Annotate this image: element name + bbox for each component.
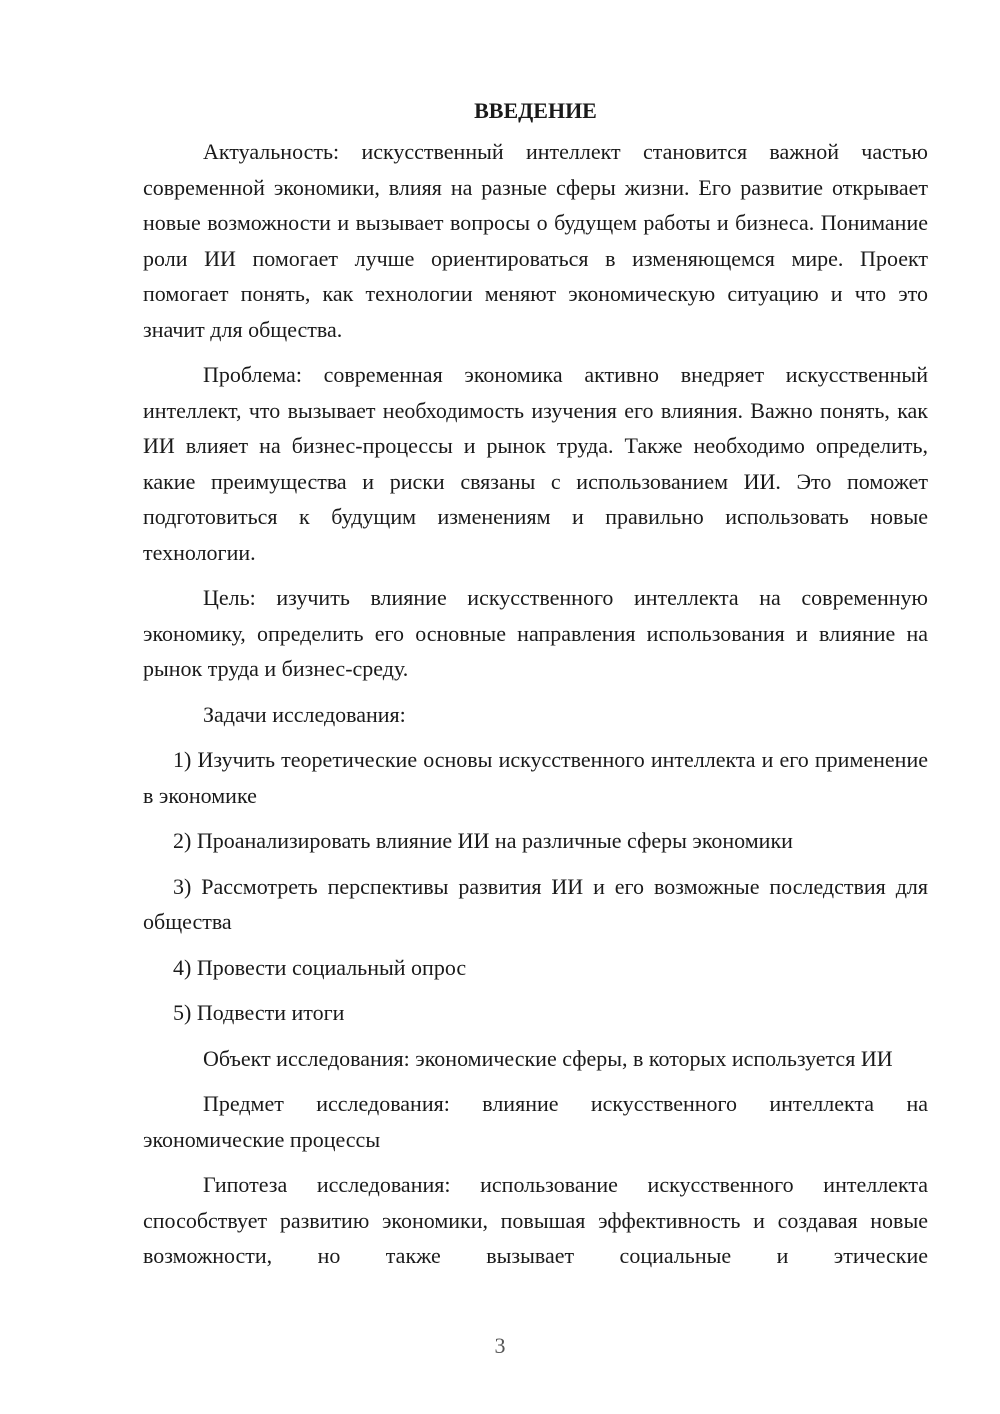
task-item-1: 1) Изучить теоретические основы искусственного интеллекта и его применение в экономике xyxy=(143,747,928,808)
problem-paragraph: Проблема: современная экономика активно внедряет искусственный интеллект, что вызывает необходимость изучения его влияния. Важно понять, как ИИ влияет на бизнес-процессы и рынок труда. Также необходимо определить, какие преимущества и риски связаны с использованием ИИ. Это поможет подготовиться к будущим изменениям и правильно использовать новые технологии. xyxy=(143,362,928,565)
document-page xyxy=(143,92,928,1284)
object-paragraph: Объект исследования: экономические сферы, в которых используется ИИ xyxy=(203,1045,893,1071)
task-item-3: 3) Рассмотреть перспективы развития ИИ и его возможные последствия для общества xyxy=(143,873,928,934)
page-number: 3 xyxy=(494,1333,506,1358)
task-item-2: 2) Проанализировать влияние ИИ на различные сферы экономики xyxy=(173,828,793,853)
task-item-4: 4) Провести социальный опрос xyxy=(173,954,467,980)
task-item-5: 5) Подвести итоги xyxy=(173,1000,345,1025)
goal-paragraph: Цель: изучить влияние искусственного интеллекта на современную экономику, определить его основные направления использования и влияние на рынок труда и бизнес-среду. xyxy=(143,585,928,681)
hypothesis-paragraph: Гипотеза исследования: использование искусственного интеллекта способствует развитию экономики, повышая эффективность и создавая новые возможности, но также вызывает социальные и этические xyxy=(143,1172,928,1268)
section-title: ВВЕДЕНИЕ xyxy=(474,98,597,123)
tasks-heading: Задачи исследования: xyxy=(203,701,406,727)
subject-paragraph: Предмет исследования: влияние искусственного интеллекта на экономические процессы xyxy=(143,1091,928,1152)
relevance-paragraph: Актуальность: искусственный интеллект становится важной частью современной экономики, влияя на разные сферы жизни. Его развитие открывает новые возможности и вызывает вопросы о будущем работы и бизнеса. Понимание роли ИИ помогает лучше ориентироваться в изменяющемся мире. Проект помогает понять, как технологии меняют экономическую ситуацию и что это значит для общества. xyxy=(143,139,928,342)
